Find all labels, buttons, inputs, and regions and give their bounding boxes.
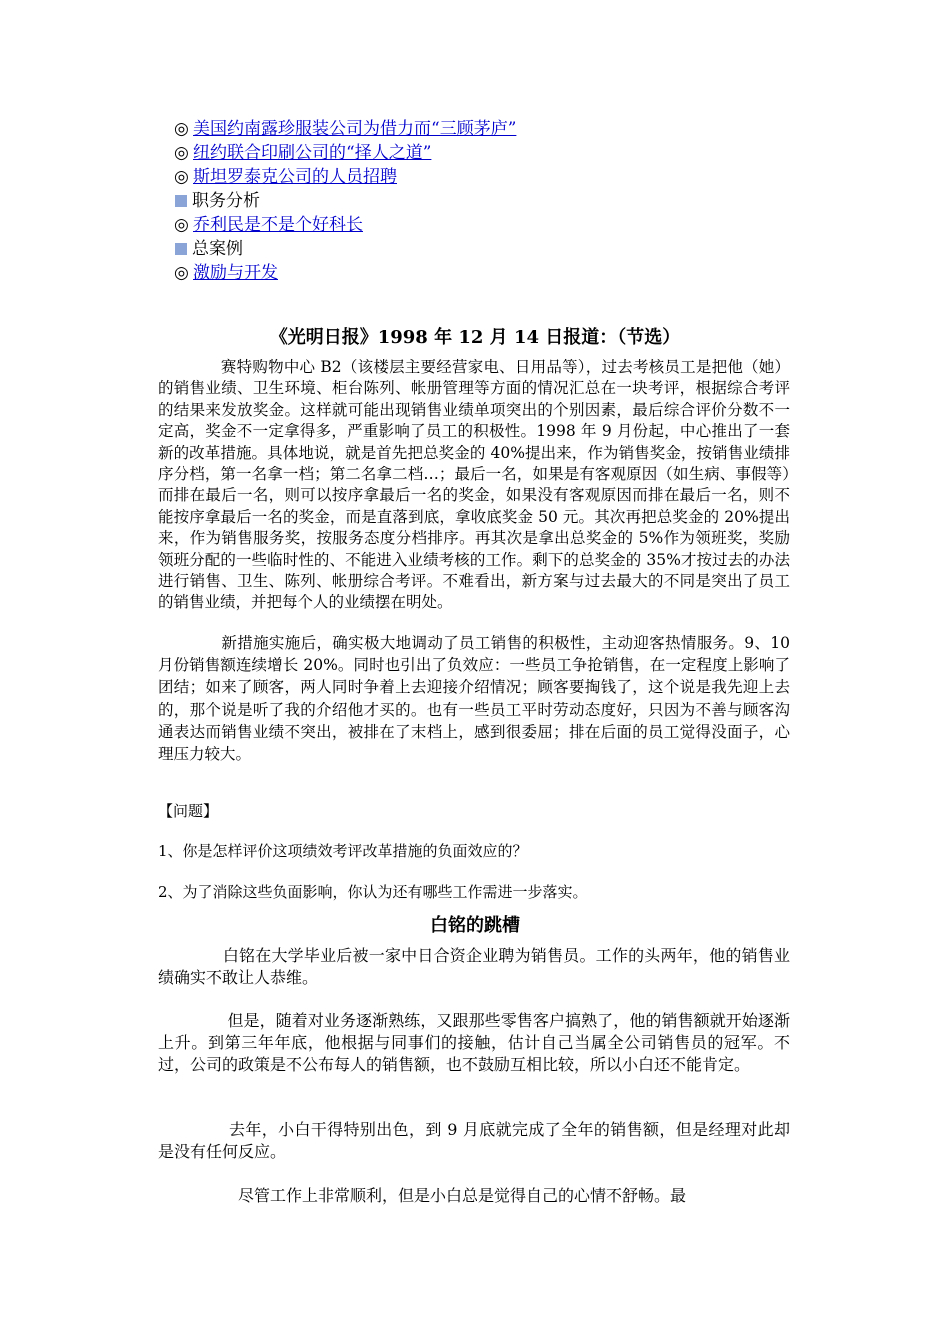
link-newyork-printing[interactable]: 纽约联合印刷公司的“择人之道”	[193, 143, 432, 163]
link-motivation-development[interactable]: 激励与开发	[193, 263, 278, 283]
section-label-general-cases: 总案例	[192, 239, 243, 259]
nav-item-qiaolimin[interactable]	[174, 213, 516, 237]
article-paragraph: 去年，小白干得特别出色，到 9 月底就完成了全年的销售额，但是经理对此却是没有任何反应。	[158, 1120, 790, 1161]
related-links-list	[174, 117, 516, 285]
question-2: 2、为了消除这些负面影响，你认为还有哪些工作需进一步落实。	[158, 883, 588, 901]
nav-item-newyork-printing[interactable]	[174, 141, 516, 165]
article-paragraph: 尽管工作上非常顺利，但是小白总是觉得自己的心情不舒畅。最	[158, 1186, 687, 1205]
article-title-baiming: 白铭的跳槽	[430, 915, 520, 936]
circle-bullet-icon: ◎	[174, 263, 189, 283]
link-yuenan-clothing[interactable]: 美国约南露珍服装公司为借力而“三顾茅庐”	[193, 119, 517, 139]
square-bullet-icon	[175, 195, 187, 207]
circle-bullet-icon: ◎	[174, 167, 189, 187]
nav-section-job-analysis	[174, 189, 516, 213]
nav-item-motivation[interactable]	[174, 261, 516, 285]
square-bullet-icon	[175, 243, 187, 255]
questions-label: 【问题】	[158, 802, 219, 820]
article-paragraph: 赛特购物中心 B2（该楼层主要经营家电、日用品等），过去考核员工是把他（她）的销售业绩、卫生环境、柜台陈列、帐册管理等方面的情况汇总在一块考评，根据综合考评的结果来发放奖金。这样就可能出现销售业绩单项突出的个别因素，最后综合评价分数不一定高，奖金不一定拿得多，严重影响了员工的积极性。1998 年 9 月份起，中心推出了一套新的改革措施。具体地说，就是首先把总奖金的 40%提出来，作为销售奖金，按销售业绩排序分档，第一名拿一档；第二名拿二档…；最后一名，如果是有客观原因（如生病、事假等）而排在最后一名，则可以按序拿最后一名的奖金，如果没有客观原因而排在最后一名，则不能按序拿最后一名的奖金，而是直落到底，拿收底奖金 50 元。其次再把总奖金的 20%提出来，作为销售服务奖，按服务态度分档排序。再其次是拿出总奖金的 5%作为领班奖，奖励领班分配的一些临时性的、不能进入业绩考核的工作。剩下的总奖金的 35%才按过去的办法进行销售、卫生、陈列、帐册综合考评。不难看出，新方案与过去最大的不同是突出了员工的销售业绩，并把每个人的业绩摆在明处。	[158, 358, 790, 612]
link-stanrotek-recruitment[interactable]: 斯坦罗泰克公司的人员招聘	[193, 167, 397, 187]
section-label-job-analysis: 职务分析	[192, 191, 260, 211]
article-paragraph: 新措施实施后，确实极大地调动了员工销售的积极性，主动迎客热情服务。9、10 月份销售额连续增长 20%。同时也引出了负效应：一些员工争抢销售，在一定程度上影响了团结；如来了顾客，两人同时争着上去迎接介绍情况；顾客要掏钱了，这个说是我先迎上去的，那个说是听了我的介绍他才买的。也有一些员工平时劳动态度好，只因为不善与顾客沟通表达而销售业绩不突出，被排在了末档上，感到很委屈；排在后面的员工觉得没面子，心理压力较大。	[158, 634, 790, 764]
circle-bullet-icon: ◎	[174, 215, 189, 235]
nav-section-general-cases	[174, 237, 516, 261]
nav-item-yuenan[interactable]	[174, 117, 516, 141]
article-paragraph: 但是，随着对业务逐渐熟练，又跟那些零售客户搞熟了，他的销售额就开始逐渐上升。到第三年年底，他根据与同事们的接触，估计自己当属全公司销售员的冠军。不过，公司的政策是不公布每人的销售额，也不鼓励互相比较，所以小白还不能肯定。	[158, 1011, 790, 1074]
nav-item-stanrotek[interactable]	[174, 165, 516, 189]
circle-bullet-icon: ◎	[174, 143, 189, 163]
question-1: 1、你是怎样评价这项绩效考评改革措施的负面效应的？	[158, 842, 528, 860]
circle-bullet-icon: ◎	[174, 119, 189, 139]
article-title-guangming: 《光明日报》1998 年 12 月 14 日报道：（节选）	[269, 327, 681, 348]
link-qiaolimin[interactable]: 乔利民是不是个好科长	[193, 215, 363, 235]
article-paragraph: 白铭在大学毕业后被一家中日合资企业聘为销售员。工作的头两年，他的销售业绩确实不敢让人恭维。	[158, 946, 790, 987]
